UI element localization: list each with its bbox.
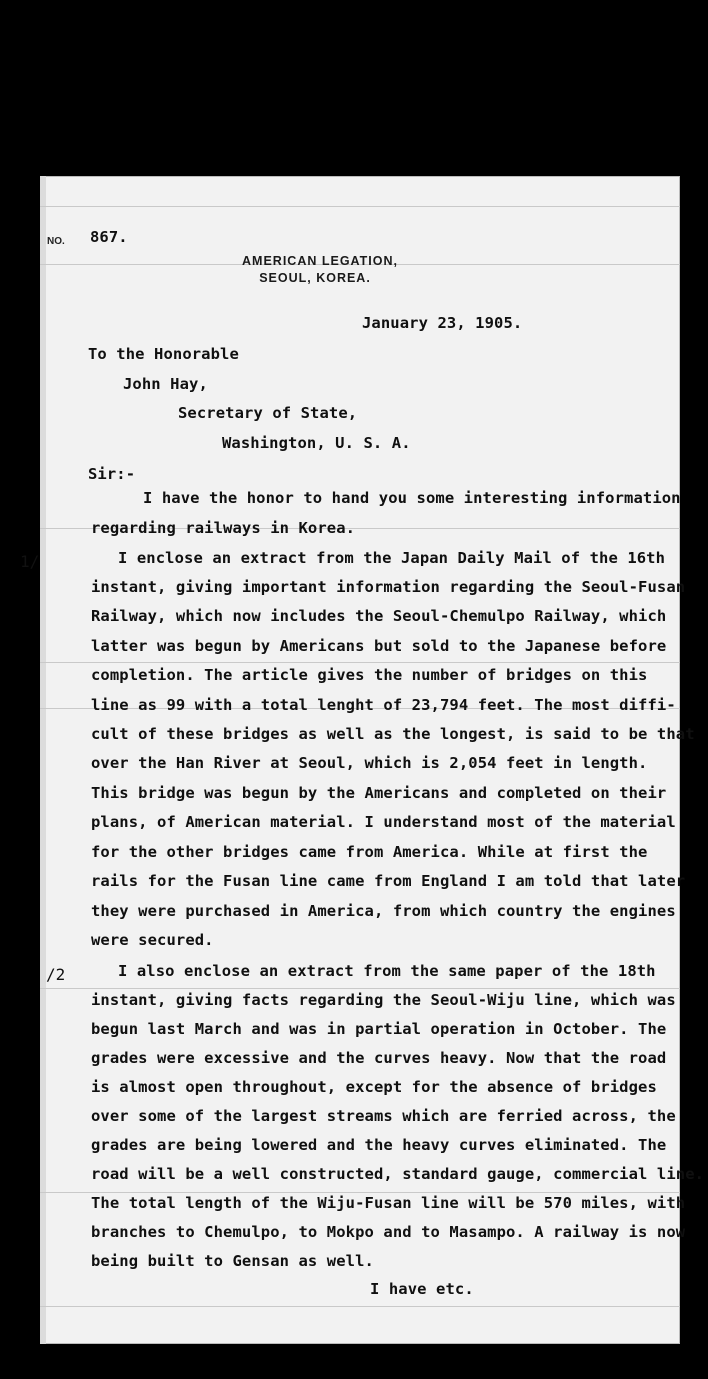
no-label: NO.: [47, 236, 65, 247]
body-line: grades are being lowered and the heavy curves eliminated. The: [91, 1136, 667, 1154]
enclosure-mark: 1/: [20, 552, 40, 571]
body-line: they were purchased in America, from which country the engines: [91, 902, 676, 920]
legation-title: AMERICAN LEGATION,: [242, 254, 398, 268]
page-margin-shadow: [40, 176, 46, 1344]
body-line: grades were excessive and the curves heavy. Now that the road: [91, 1049, 667, 1067]
letter-date: January 23, 1905.: [362, 314, 523, 332]
body-line: branches to Chemulpo, to Mokpo and to Masampo. A railway is now: [91, 1223, 686, 1241]
ruled-line: [40, 1306, 680, 1307]
body-line: The total length of the Wiju-Fusan line will be 570 miles, with: [91, 1194, 686, 1212]
salutation: Sir:-: [88, 465, 136, 483]
ruled-line: [40, 1192, 680, 1193]
body-line: for the other bridges came from America. While at first the: [91, 843, 648, 861]
address-line: Washington, U. S. A.: [222, 434, 411, 452]
body-line: were secured.: [91, 931, 214, 949]
body-line: I also enclose an extract from the same paper of the 18th: [118, 962, 656, 980]
body-line: line as 99 with a total lenght of 23,794 feet. The most diffi-: [91, 696, 676, 714]
legation-place: SEOUL, KOREA.: [259, 271, 371, 285]
body-line: I enclose an extract from the Japan Daily Mail of the 16th: [118, 549, 666, 567]
body-line: over the Han River at Seoul, which is 2,054 feet in length.: [91, 754, 648, 772]
body-line: begun last March and was in partial operation in October. The: [91, 1020, 667, 1038]
body-line: rails for the Fusan line came from England I am told that later: [91, 872, 686, 890]
body-line: instant, giving facts regarding the Seoul-Wiju line, which was: [91, 991, 676, 1009]
body-line: is almost open throughout, except for the absence of bridges: [91, 1078, 657, 1096]
ruled-line: [40, 206, 680, 207]
ruled-line: [40, 988, 680, 989]
body-line: Railway, which now includes the Seoul-Chemulpo Railway, which: [91, 607, 667, 625]
closing: I have etc.: [370, 1280, 474, 1298]
body-line: latter was begun by Americans but sold to the Japanese before: [91, 637, 667, 655]
address-line: Secretary of State,: [178, 404, 358, 422]
body-line: This bridge was begun by the Americans and completed on their: [91, 784, 667, 802]
body-line: cult of these bridges as well as the longest, is said to be that: [91, 725, 695, 743]
body-line: road will be a well constructed, standard gauge, commercial line.: [91, 1165, 705, 1183]
ruled-line: [40, 662, 680, 663]
body-line: over some of the largest streams which are ferried across, the: [91, 1107, 676, 1125]
dispatch-number: 867.: [90, 228, 128, 246]
address-line: To the Honorable: [88, 345, 239, 363]
enclosure-mark: /2: [46, 965, 66, 984]
body-line: plans, of American material. I understand most of the material: [91, 813, 676, 831]
body-line: instant, giving important information regarding the Seoul-Fusan: [91, 578, 686, 596]
body-line: regarding railways in Korea.: [91, 519, 356, 537]
body-line: I have the honor to hand you some interesting information: [143, 489, 681, 507]
body-line: being built to Gensan as well.: [91, 1252, 374, 1270]
body-line: completion. The article gives the number of bridges on this: [91, 666, 648, 684]
address-line: John Hay,: [123, 375, 208, 393]
